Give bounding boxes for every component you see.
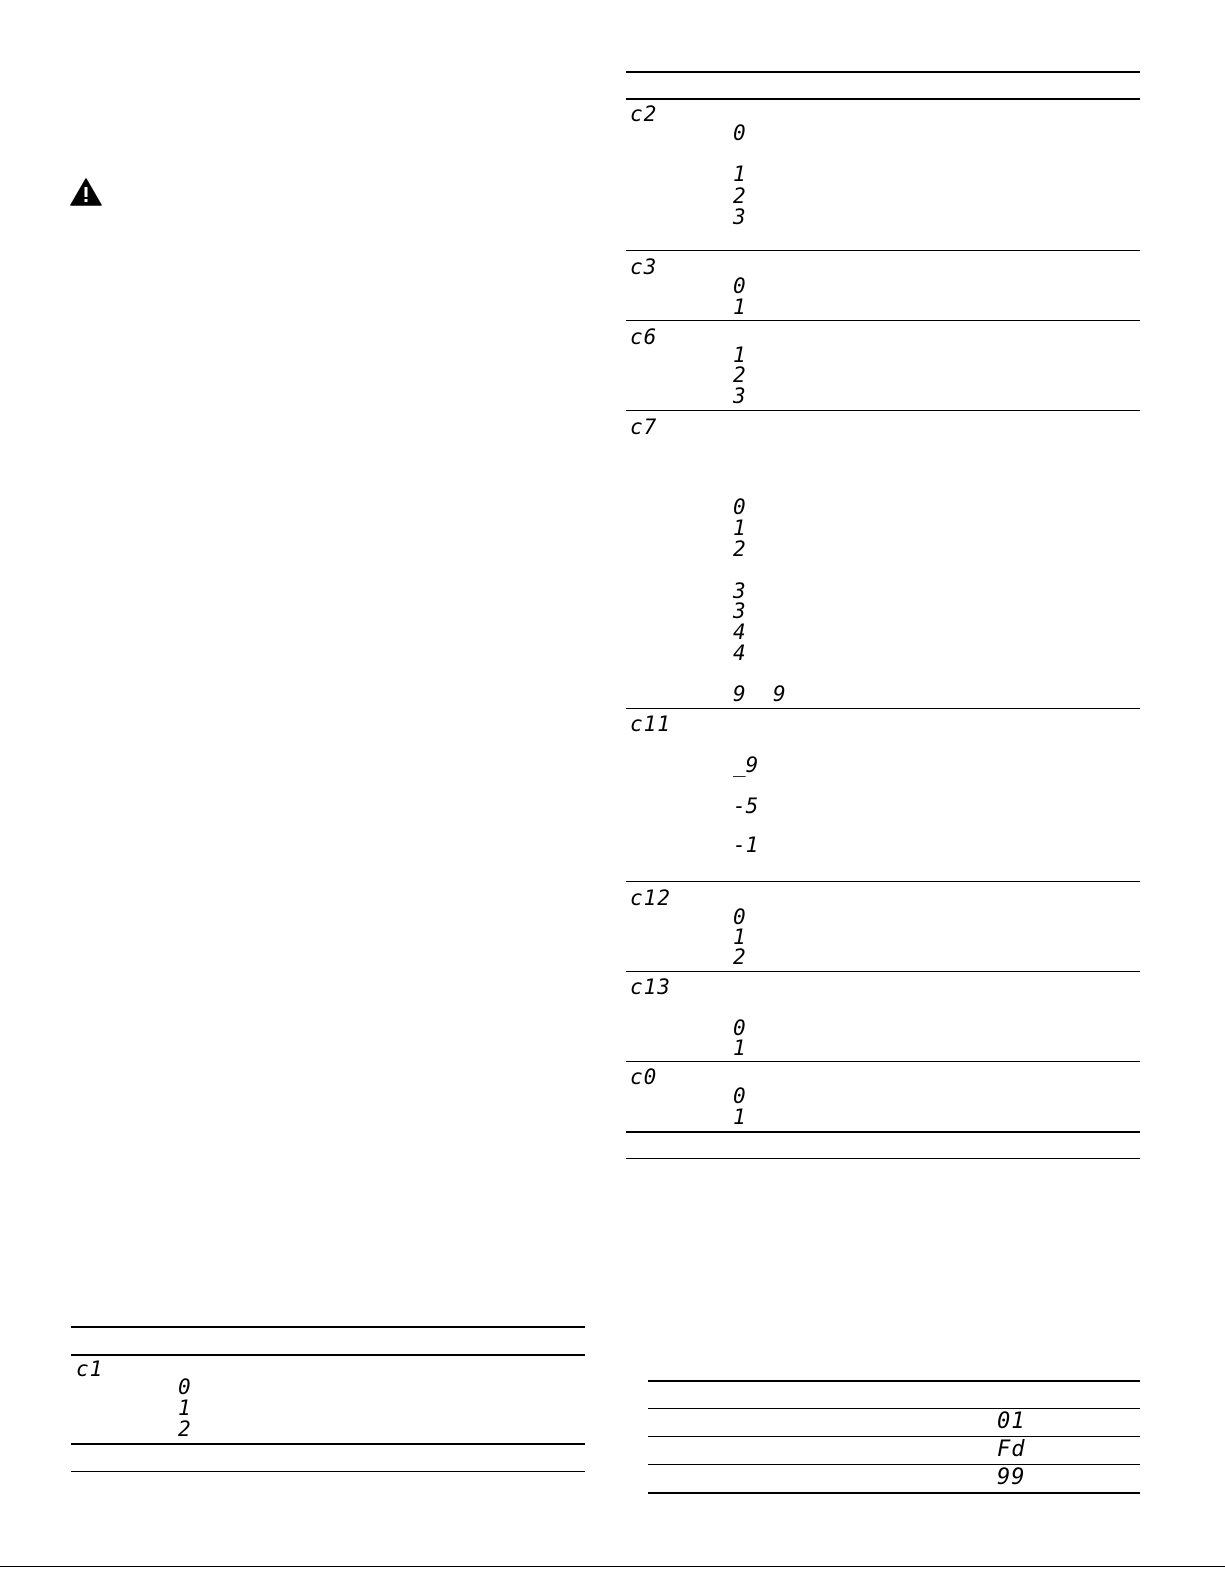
- row-divider: [626, 1061, 1140, 1062]
- warning-triangle-icon: [70, 178, 102, 206]
- setting-value: 1: [733, 1036, 746, 1060]
- setting-value: 2: [733, 537, 746, 561]
- setting-value: 0: [733, 1084, 746, 1108]
- setting-code: c12: [630, 886, 671, 910]
- setting-value: 0: [178, 1375, 191, 1399]
- table-top-rule: [71, 1326, 585, 1328]
- row-divider: [626, 971, 1140, 972]
- setting-value: 3: [733, 384, 746, 408]
- setting-value: 9: [733, 682, 746, 706]
- table-top-rule: [648, 1380, 1140, 1382]
- setting-value: 0: [733, 1016, 746, 1040]
- setting-code: c1: [76, 1357, 104, 1381]
- row-divider: [626, 708, 1140, 709]
- setting-value: 1: [733, 343, 746, 367]
- table-header-rule: [71, 1354, 585, 1356]
- setting-code: c0: [630, 1065, 658, 1089]
- table-footer-rule: [71, 1443, 585, 1445]
- page-bottom-rule: [0, 1566, 1225, 1567]
- table-bottom-rule: [71, 1471, 585, 1472]
- setting-value: 1: [733, 925, 746, 949]
- display-code: 01: [997, 1409, 1026, 1434]
- row-divider: [626, 881, 1140, 882]
- setting-value: 4: [733, 641, 746, 665]
- setting-value: 1: [733, 162, 746, 186]
- display-code: Fd: [997, 1437, 1026, 1462]
- table-bottom-rule: [626, 1158, 1140, 1159]
- setting-value: 9: [773, 682, 786, 706]
- row-divider: [626, 410, 1140, 411]
- setting-value: 4: [733, 620, 746, 644]
- setting-value: 1: [178, 1396, 191, 1420]
- setting-value: 0: [733, 495, 746, 519]
- setting-code: c3: [630, 255, 658, 279]
- setting-value: _9: [733, 753, 759, 777]
- setting-value: 3: [733, 599, 746, 623]
- setting-code: c6: [630, 325, 658, 349]
- setting-value: 2: [733, 363, 746, 387]
- setting-code: c2: [630, 102, 658, 126]
- setting-code: c11: [630, 712, 671, 736]
- setting-value: 1: [733, 1105, 746, 1129]
- setting-code: c13: [630, 975, 671, 999]
- setting-value: 0: [733, 121, 746, 145]
- display-code: 99: [997, 1465, 1026, 1490]
- row-divider: [648, 1408, 1140, 1409]
- setting-value: 0: [733, 905, 746, 929]
- setting-value: -5: [733, 794, 759, 818]
- setting-value: 2: [178, 1417, 191, 1441]
- row-divider: [648, 1464, 1140, 1465]
- table-header-rule: [626, 98, 1140, 100]
- table-bottom-rule: [648, 1492, 1140, 1494]
- table-footer-rule: [626, 1131, 1140, 1133]
- setting-value: -1: [733, 833, 759, 857]
- setting-value: 1: [733, 516, 746, 540]
- setting-value: 3: [733, 205, 746, 229]
- row-divider: [626, 250, 1140, 251]
- table-top-rule: [626, 71, 1140, 73]
- setting-code: c7: [630, 415, 658, 439]
- row-divider: [648, 1436, 1140, 1437]
- setting-value: 3: [733, 579, 746, 603]
- row-divider: [626, 320, 1140, 321]
- setting-value: 0: [733, 274, 746, 298]
- setting-value: 1: [733, 295, 746, 319]
- setting-value: 2: [733, 945, 746, 969]
- setting-value: 2: [733, 184, 746, 208]
